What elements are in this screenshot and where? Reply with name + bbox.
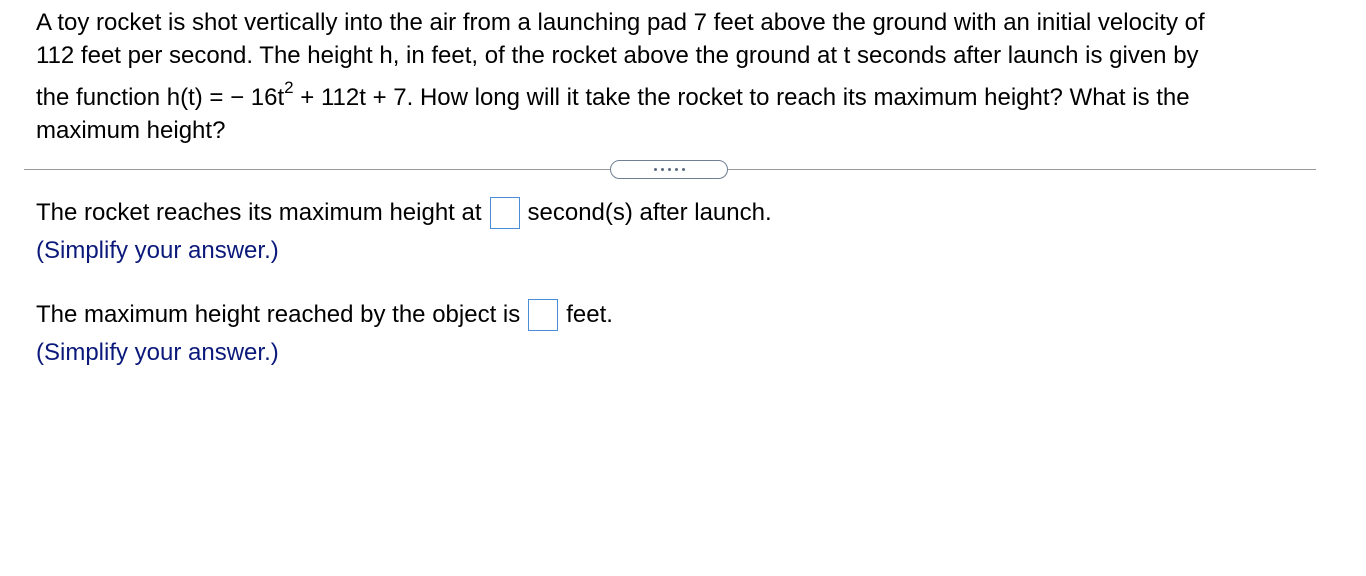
formula-prefix: the function h(t) = − 16t: [36, 84, 285, 111]
question-line-4: maximum height?: [36, 117, 226, 144]
answer-1-prefix: The rocket reaches its maximum height at: [36, 199, 482, 226]
answer-2-prefix: The maximum height reached by the object is: [36, 301, 521, 328]
expand-question-button[interactable]: [610, 160, 728, 179]
answer-row-height: [36, 297, 613, 333]
formula-exponent: 2: [284, 78, 294, 97]
answer-1-input[interactable]: [490, 197, 520, 229]
answer-1-hint: (Simplify your answer.): [36, 237, 279, 264]
answer-2-hint: (Simplify your answer.): [36, 339, 279, 366]
ellipsis-dots-icon: [654, 168, 685, 171]
answer-row-time: [36, 195, 772, 231]
answer-1-suffix: second(s) after launch.: [527, 199, 772, 226]
answer-2-suffix: feet.: [566, 301, 613, 328]
question-line-2: 112 feet per second. The height h, in feet, of the rocket above the ground at t seconds after launch is given by: [36, 42, 1199, 69]
formula-suffix: + 112t + 7. How long will it take the rocket to reach its maximum height? What is the: [293, 84, 1190, 111]
question-text: [36, 6, 1336, 147]
question-line-1: A toy rocket is shot vertically into the air from a launching pad 7 feet above the ground with an initial velocity of: [36, 9, 1205, 36]
answer-2-input[interactable]: [528, 299, 558, 331]
question-line-3: [36, 78, 1336, 114]
